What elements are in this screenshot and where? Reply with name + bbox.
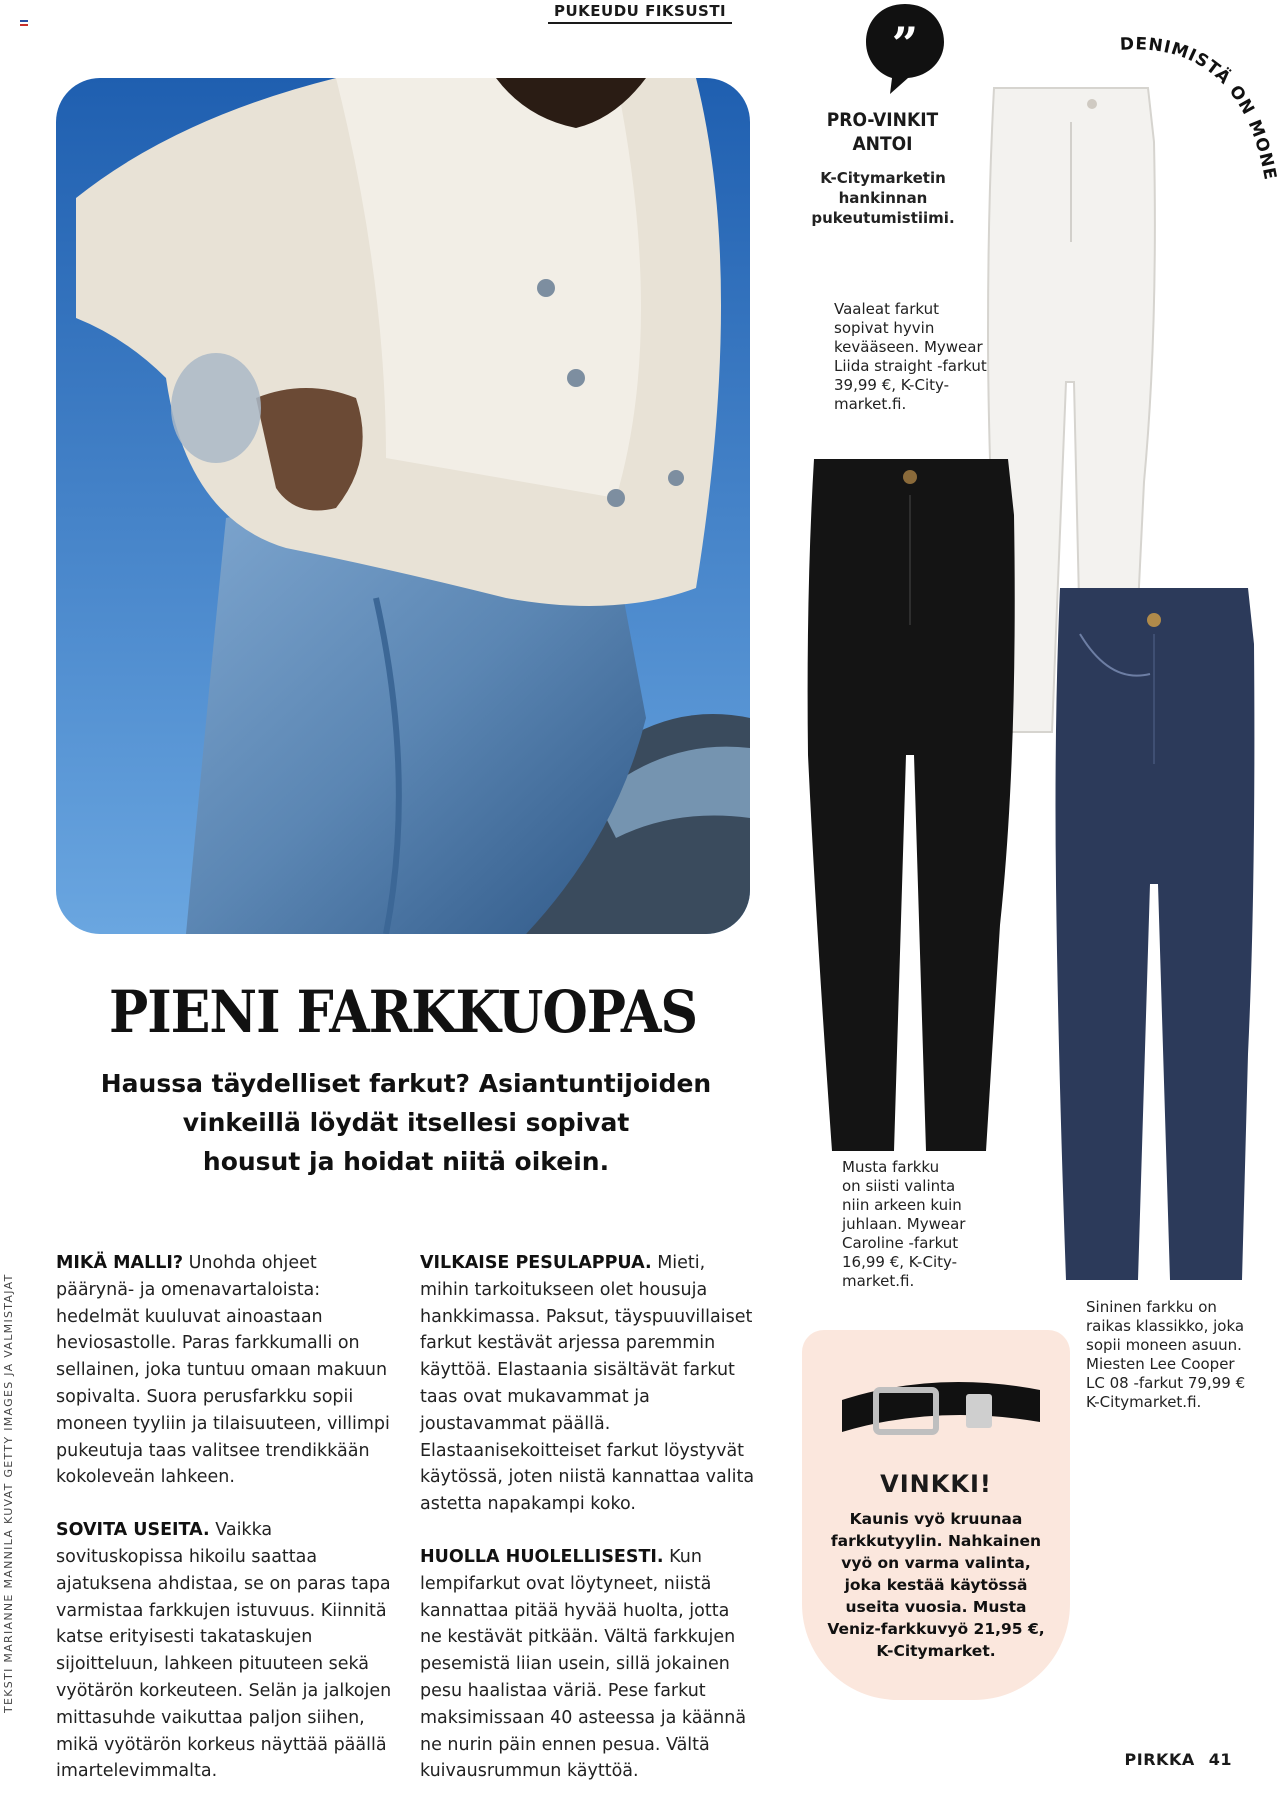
article-lede xyxy=(66,1064,746,1181)
photo-credit: TEKSTI MARIANNE MANNILA KUVAT GETTY IMAGES JA VALMISTAJAT xyxy=(2,1273,15,1713)
body-paragraph xyxy=(420,1544,756,1785)
stamp-text-path: DENIMISTÄ ON MONE xyxy=(1119,34,1280,183)
caption-line: market.fi. xyxy=(834,395,907,413)
tip-body xyxy=(816,1508,1056,1662)
expert-subtitle-line: K-Citymarketin xyxy=(820,169,946,187)
caption-line: juhlaan. Mywear xyxy=(842,1215,966,1233)
caption-line: sopivat hyvin xyxy=(834,319,935,337)
blue-jeans-image xyxy=(1050,584,1258,1284)
lede-line: Haussa täydelliset farkut? Asiantuntijoiden xyxy=(100,1069,712,1098)
tip-line: Kaunis vyö kruunaa xyxy=(849,1510,1023,1528)
caption-line: Sininen farkku on xyxy=(1086,1298,1217,1316)
body-paragraph xyxy=(420,1250,756,1518)
svg-text:”: ” xyxy=(891,17,919,71)
caption-line: raikas klassikko, joka xyxy=(1086,1317,1245,1335)
section-text: Unohda ohjeet päärynä- ja omenavartaloista: hedelmät kuuluvat ainoastaan heviosastolle. Paras farkkumalli on sellainen, joka tuntuu omaan makuun sopivalta. Suora perusfarkku sopii moneen tyyliin ja tilaisuuteen, villimpi pukeutuja taas valitsee trendikkään kokoleveän lahkeen. xyxy=(56,1253,390,1488)
tip-line: vyö on varma valinta, xyxy=(841,1554,1031,1572)
tip-title: VINKKI! xyxy=(880,1470,992,1498)
expert-subtitle-line: pukeutumistiimi. xyxy=(811,209,955,227)
magazine-name: PIRKKA xyxy=(1124,1750,1195,1769)
caption-black-jeans xyxy=(842,1158,992,1291)
caption-line: 39,99 €, K-City- xyxy=(834,376,950,394)
page-footer xyxy=(1111,1750,1232,1769)
black-jeans-image xyxy=(800,455,1022,1155)
section-text: Vaikka sovituskopissa hikoilu saattaa ajatuksena ahdistaa, se on paras tapa varmistaa farkkujen istuvuus. Kiinnitä katse erityisesti takataskujen sijoitteluun, lahkeen pituuteen sekä vyötärön korkeuteen. Selän ja jalkojen mittasuhde vaikuttaa paljon siihen, mikä vyötärön korkeus näyttää päällä imartelevimmalta. xyxy=(56,1520,392,1782)
page-number: 41 xyxy=(1208,1750,1232,1769)
body-column-right xyxy=(420,1250,756,1811)
tip-line: Veniz-farkkuvyö 21,95 €, xyxy=(827,1620,1045,1638)
section-heading: HUOLLA HUOLELLISESTI. xyxy=(420,1546,664,1567)
caption-line: kevääseen. Mywear xyxy=(834,338,983,356)
caption-line: Liida straight -farkut xyxy=(834,357,987,375)
caption-line: Caroline -farkut xyxy=(842,1234,959,1252)
tip-line: farkkutyylin. Nahkainen xyxy=(830,1532,1042,1550)
tip-line: K-Citymarket. xyxy=(876,1642,996,1660)
tip-line: useita vuosia. Musta xyxy=(845,1598,1027,1616)
caption-line: K-Citymarket.fi. xyxy=(1086,1393,1202,1411)
body-paragraph xyxy=(56,1250,396,1491)
quote-icon xyxy=(862,0,948,96)
section-text: Kun lempifarkut ovat löytyneet, niistä kannattaa pitää hyvää huolta, jotta ne kestävät pitkään. Vältä farkkujen pesemistä liian usein, sillä jokainen pesu haalistaa väriä. Pese farkut maksimissaan 40 asteessa ja käännä ne nurin päin ennen pesua. Vältä kuivausrummun käyttöä. xyxy=(420,1546,747,1782)
caption-line: market.fi. xyxy=(842,1272,915,1290)
section-text: Mieti, mihin tarkoitukseen olet housuja hankkimassa. Paksut, täyspuuvillaiset farkut kestävät arjessa paremmin käyttöä. Elastaania sisältävät farkut taas ovat mukavammat ja joustavammat päällä. Elastaanisekoitteiset farkut löystyvät käytössä, joten niistä kannattaa valita astetta napakampi koko. xyxy=(420,1253,755,1515)
tip-line: joka kestää käytössä xyxy=(844,1576,1028,1594)
caption-line: niin arkeen kuin xyxy=(842,1196,962,1214)
caption-blue-jeans xyxy=(1086,1298,1266,1412)
expert-subtitle-line: hankinnan xyxy=(838,189,928,207)
body-column-left xyxy=(56,1250,396,1811)
article-title: PIENI FARKKUOPAS xyxy=(108,978,698,1046)
caption-line: 16,99 €, K-City- xyxy=(842,1253,958,1271)
section-heading: MIKÄ MALLI? xyxy=(56,1253,184,1273)
caption-line: Vaaleat farkut xyxy=(834,300,939,318)
hero-photo xyxy=(56,78,750,934)
belt-image xyxy=(836,1360,1046,1450)
caption-line: sopii moneen asuun. xyxy=(1086,1336,1242,1354)
section-heading: SOVITA USEITA. xyxy=(56,1520,210,1541)
section-heading: VILKAISE PESULAPPUA. xyxy=(420,1253,652,1273)
lede-line: housut ja hoidat niitä oikein. xyxy=(202,1147,610,1176)
expert-title-line: PRO-VINKIT xyxy=(826,109,939,131)
caption-white-jeans xyxy=(834,300,1014,414)
caption-line: LC 08 -farkut 79,99 € xyxy=(1086,1374,1246,1392)
caption-line: Musta farkku xyxy=(842,1158,940,1176)
section-tag: PUKEUDU FIKSUSTI xyxy=(548,0,732,24)
expert-subtitle xyxy=(794,168,972,228)
caption-line: Miesten Lee Cooper xyxy=(1086,1355,1235,1373)
caption-line: on siisti valinta xyxy=(842,1177,956,1195)
expert-title-line: ANTOI xyxy=(852,133,913,155)
flag-mark xyxy=(20,20,28,26)
body-paragraph xyxy=(56,1517,396,1785)
expert-title xyxy=(800,108,965,156)
lede-line: vinkeillä löydät itsellesi sopivat xyxy=(182,1108,630,1137)
